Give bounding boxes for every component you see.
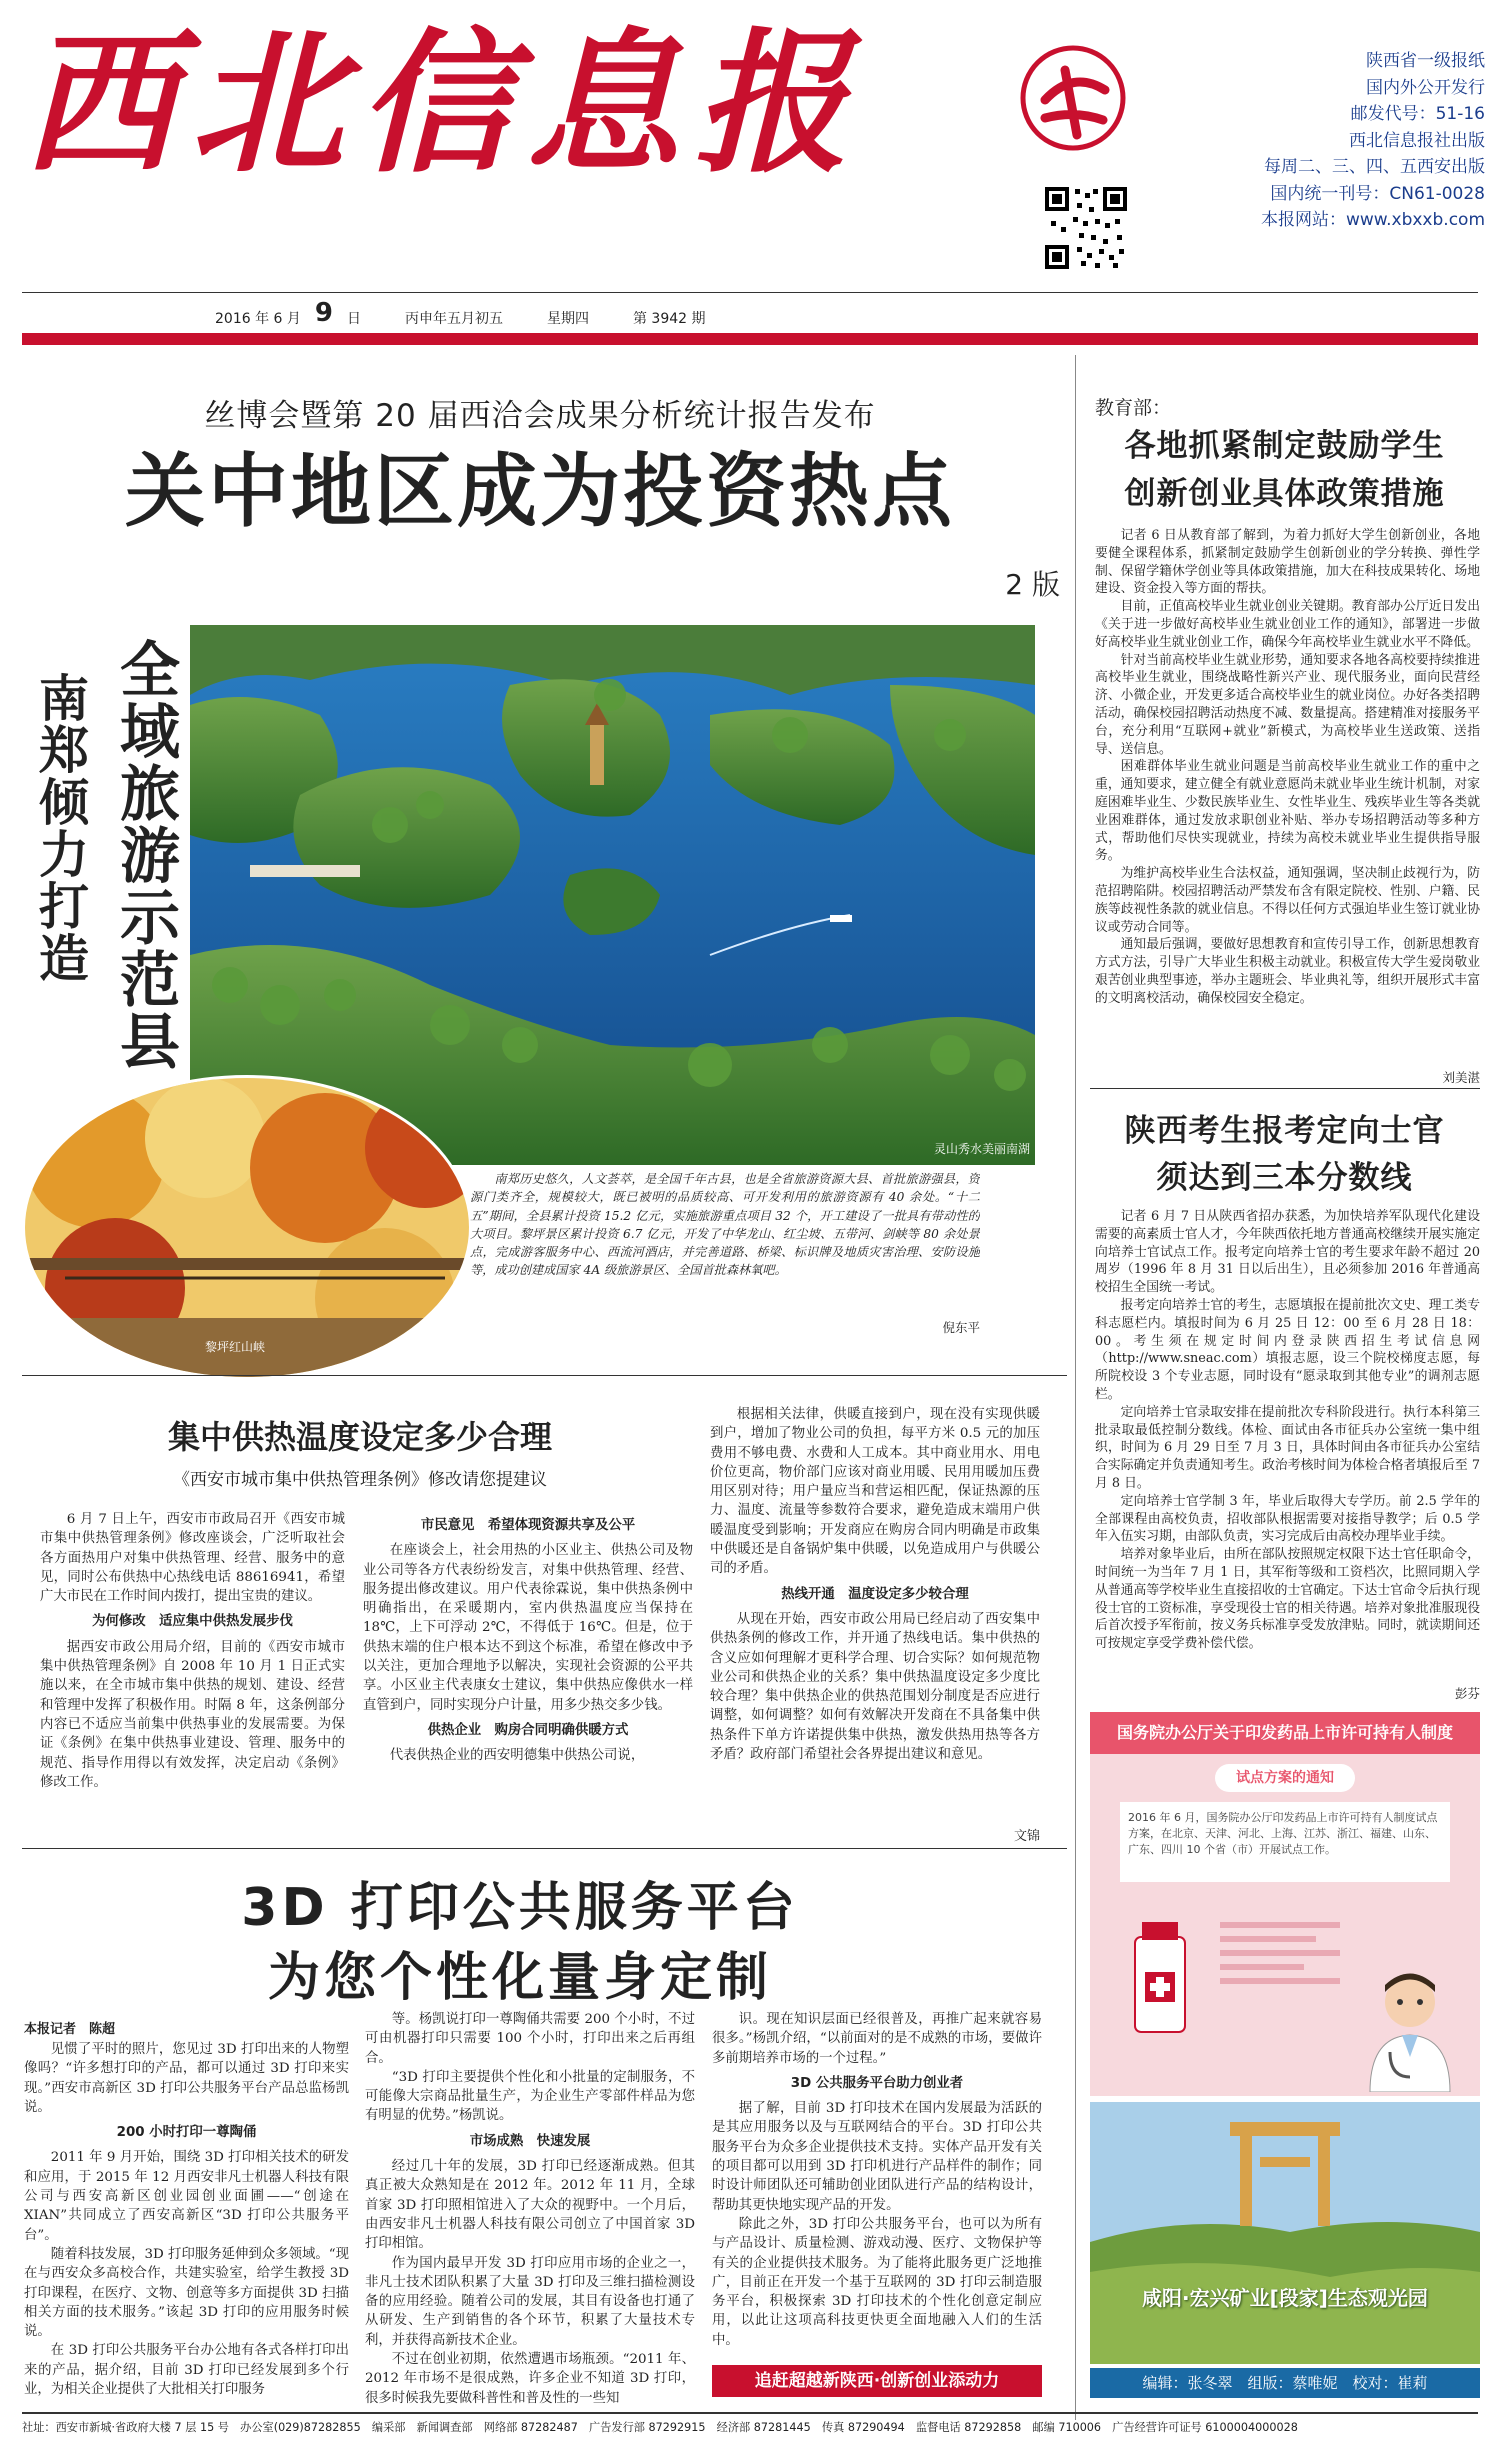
- info-line: 国内外公开发行: [1366, 77, 1485, 98]
- education-author: 刘美湛: [1442, 1070, 1480, 1085]
- lead-page-ref: 2 版: [1005, 568, 1060, 601]
- paragraph: 培养对象毕业后，由所在部队按照规定权限下达士官任职命令，时间统一为当年 7 月 1 日，其军衔等级和工资档次，比照同期入学从普通高等学校毕业生直接招收的士官确定。下达士官命令后执行现役士官的工资标准，享受现役士官的相关待遇。培养对象批准服现役后首次授予军衔前，按义务兵标准享受发放津贴。同时，就读期间还可按规定享受学费补偿代偿。: [1095, 1547, 1480, 1652]
- slogan-banner: 追赶超越新陕西·创新创业添动力: [712, 2365, 1042, 2397]
- print3d-headline-2: 为您个性化量身定制: [267, 1948, 772, 2008]
- subhead: 市民意见 希望体现资源共享及公平: [420, 1518, 636, 1533]
- print3d-col1: [24, 2040, 349, 2410]
- heating-col2: [363, 1510, 693, 1825]
- subhead: 热线开通 温度设定多少较合理: [781, 1586, 969, 1602]
- education-label: 教育部：: [1095, 397, 1172, 419]
- paragraph: 定向培养士官学制 3 年，毕业后取得大专学历。前 2.5 学年的全部课程由高校负责，招收部队根据需要对接指导教学；后 0.5 学年入伍实习期，由部队负责，实习完成后由高校办理毕业手续。: [1095, 1493, 1480, 1545]
- paragraph: 随着科技发展，3D 打印服务延伸到众多领域。“现在与西安众多高校合作，共建实验室，给学生教授 3D 打印课程，在医疗、文物、创意等多方面提供 3D 扫描相关方面的技术服务。”该起 3D 打印的应用服务时候说。: [24, 2246, 349, 2340]
- heating-headline: 集中供热温度设定多少合理: [167, 1418, 552, 1456]
- doctor-icon: [1360, 1967, 1460, 2096]
- pharma-doc-lines: [1220, 1922, 1340, 1992]
- paragraph: 目前，正值高校毕业生就业创业关键期。教育部办公厅近日发出《关于进一步做好高校毕业生就业创业工作的通知》，部署进一步做好高校毕业生就业创业工作，确保今年高校毕业生就业水平不降低。: [1095, 599, 1480, 650]
- print3d-byline: 本报记者 陈超: [24, 2022, 116, 2037]
- tourism-author: 倪东平: [942, 1320, 980, 1335]
- issue-number: 第 3942 期: [632, 311, 706, 327]
- subhead: 200 小时打印一尊陶俑: [116, 2125, 257, 2141]
- footer-info: 社址：西安市新城·省政府大楼 7 层 15 号 办公室(029)87282855 编采部 新闻调查部 网络部 87282487 广告发行部 87292915 经济部 87281445 传真 87290494 监督电话 87292858 邮编 710006 广告经营许可证号 6100004000028: [22, 2421, 1298, 2434]
- lead-kicker: 丝博会暨第 20 届西洽会成果分析统计报告发布: [204, 398, 876, 434]
- paragraph: 针对当前高校毕业生就业形势，通知要求各地各高校要持续推进高校毕业生就业，围绕战略性新兴产业、现代服务业，面向民营经济、小微企业，开发更多适合高校毕业生的就业岗位。办好各类招聘活动，确保校园招聘活动热度不减、数量提高。搭建精准对接服务平台，充分利用“互联网+就业”新模式，为高校毕业生送政策、送指导、送信息。: [1095, 652, 1480, 757]
- paper-logo-icon: [1015, 40, 1131, 156]
- park-ad: [1090, 2102, 1480, 2364]
- paragraph: 报考定向培养士官的考生，志愿填报在提前批次文史、理工类专科志愿栏内。填报时间为 6 月 25 日 12：00 至 6 月 28 日 18：00。考生须在规定时间内登录陕西招生考试信息网（http://www.sneac.com）填报志愿，设三个院校梯度志愿，每所院校设 3 个专业志愿，同时设有“愿录取到其他专业”的调剂志愿栏。: [1095, 1297, 1480, 1402]
- paragraph: 等。杨凯说打印一尊陶俑共需要 200 个小时，不过可由机器打印只需要 100 个小时，打印出来之后再组合。: [365, 2012, 695, 2066]
- education-body: [1095, 527, 1480, 1067]
- info-line: 每周二、三、四、五西安出版: [1264, 157, 1485, 177]
- heating-col3: [710, 1405, 1040, 1820]
- exam-author: 彭芬: [1454, 1686, 1480, 1701]
- print3d-col3: [712, 2010, 1042, 2355]
- subhead: 市场成熟 快速发展: [469, 2133, 591, 2149]
- info-line: 邮发代号：51-16: [1350, 104, 1485, 124]
- tourism-headline-sub: 南郑倾力打造: [31, 672, 89, 984]
- paragraph: 作为国内最早开发 3D 打印应用市场的企业之一，非凡士技术团队积累了大量 3D 打印及三维扫描检测设备的应用经验。随着公司的发展，其目有设备也打通了从研发、生产到销售的各个环节，积累了大量技术专利，并获得高新技术企业。: [365, 2255, 695, 2348]
- paragraph: “3D 打印主要提供个性化和小批量的定制服务，不可能像大宗商品批量生产，为企业生产零部件样品为您有明显的优势。”杨凯说。: [365, 2069, 695, 2124]
- heating-author: 文锦: [1013, 1829, 1040, 1844]
- section-rule: [22, 1848, 1067, 1849]
- paragraph: 在 3D 打印公共服务平台办公地有各式各样打印出来的产品，据介绍，目前 3D 打印已经发展到多个行业，为相关企业提供了大批相关打印服务: [24, 2343, 349, 2398]
- qr-code-icon: [1043, 185, 1129, 271]
- date-prefix: 2016 年 6 月: [215, 311, 301, 327]
- heating-subhead: 《西安市城市集中供热管理条例》修改请您提建议: [173, 1470, 547, 1490]
- section-rule: [1090, 1088, 1480, 1089]
- pharma-ad-subtitle: 试点方案的通知: [1215, 1764, 1355, 1792]
- park-ad-name: 咸阳·宏兴矿业[段家]生态观光园: [1142, 2286, 1428, 2310]
- editors-bar: 编辑：张冬翠 组版：蔡唯妮 校对：崔莉: [1090, 2368, 1480, 2398]
- paragraph: 根据相关法律，供暖直接到户，现在没有实现供暖到户，增加了物业公司的负担，每平方米 0.5 元的加压费用不够电费、水费和人工成本。其中商业用水、用电价位更高，物价部门应该对商业用暖、民用用暖加压费用区别对待；用户量应当和营运相匹配，保证热源的压力、温度、流量等参数符合要求，避免造成末端用户供暖温度受到影响；开发商应在购房合同内明确是市政集中供暖还是自备锅炉集中供暖，以免造成用户与供暖公司的矛盾。: [710, 1407, 1040, 1577]
- date-suffix: 日: [346, 311, 361, 327]
- subhead: 供热企业 购房合同明确供暖方式: [427, 1722, 629, 1738]
- paragraph: 6 月 7 日上午，西安市市政局召开《西安市城市集中供热管理条例》修改座谈会，广泛听取社会各方面热用户对集中供热管理、经营、服务中的意见，同时公布供热中心热线电话 88616941，希望广大市民在工作时间内拨打，提出宝贵的建议。: [40, 1512, 345, 1605]
- tourism-body: 南郑历史悠久，人文荟萃，是全国千年古县，也是全省旅游资源大县、首批旅游强县，资源门类齐全，规模较大，既已被明的品质较高、可开发利用的旅游资源有 40 余处。“十二五”期间，全县累计投资 15.2 亿元，实施旅游重点项目 32 个，开工建设了一批具有带动性的大项目。黎坪景区累计投资 6.7 亿元，开发了中华龙山、红尘坡、五带河、剑峡等 80 余处景点，完成游客服务中心、西流河酒店，并完善道路、桥梁、标识牌及地质灾害治理、安防设施等，成功创建成国家 4A 级旅游景区、全国首批森林氧吧。: [470, 1172, 980, 1278]
- masthead-title: 西北信息报: [22, 13, 863, 194]
- pharma-ad: [1090, 1712, 1480, 2096]
- masthead-red-rule: [22, 333, 1478, 345]
- info-line: 本报网站：www.xbxxb.com: [1260, 210, 1485, 230]
- lake-photo-caption: 灵山秀水美丽南湖: [933, 1142, 1030, 1156]
- medicine-bottle-icon: [1120, 1917, 1200, 2041]
- pharma-ad-title: 国务院办公厅关于印发药品上市许可持有人制度: [1090, 1712, 1480, 1754]
- paragraph: 识。现在知识层面已经很普及，再推广起来就容易很多。”杨凯介绍，“以前面对的是不成熟的市场，要做许多前期培养市场的一个过程。”: [712, 2012, 1042, 2066]
- heating-col1: [40, 1510, 345, 1825]
- autumn-inset-caption: 黎坪红山峡: [205, 1340, 266, 1354]
- paragraph: 不过在创业初期，依然遭遇市场瓶颈。“2011 年、2012 年市场不是很成熟，许多企业不知道 3D 打印，很多时候我先要做科普性和普及性的一些知: [365, 2352, 695, 2406]
- paragraph: 除此之外，3D 打印公共服务平台，也可以为所有与产品设计、质量检测、游戏动漫、医疗、文物保护等有关的企业提供技术服务。为了能将此服务更广泛地推广，目前正在开发一个基于互联网的 3D 打印云制造服务平台，积极探索 3D 打印技术的个性化创意定制应用，以此让这项高科技更快更全面地融入人们的生活中。: [712, 2216, 1042, 2348]
- info-line: 陕西省一级报纸: [1366, 51, 1485, 71]
- exam-headline-2: 须达到三本分数线: [1156, 1160, 1413, 1196]
- dateline-rule-top: [22, 292, 1478, 293]
- section-rule: [22, 1375, 1067, 1376]
- exam-headline-1: 陕西考生报考定向士官: [1124, 1113, 1445, 1149]
- paragraph: 通知最后强调，要做好思想教育和宣传引导工作，创新思想教育方式方法，引导广大毕业生积极主动就业。积极宣传大学生爱岗敬业艰苦创业典型事迹，举办主题班会、毕业典礼等，组织开展形式丰富的文明离校活动，确保校园安全稳定。: [1095, 937, 1480, 1006]
- weekday: 星期四: [546, 311, 589, 327]
- paragraph: 为维护高校毕业生合法权益，通知强调，坚决制止歧视行为，防范招聘陷阱。校园招聘活动严禁发布含有限定院校、性别、户籍、民族等歧视性条款的就业信息。不得以任何方式强迫毕业生签订就业协议或劳动合同等。: [1095, 866, 1480, 935]
- print3d-headline-1: 3D 打印公共服务平台: [241, 1878, 799, 1938]
- paragraph: 2011 年 9 月开始，围绕 3D 打印相关技术的研发和应用，于 2015 年 12 月西安非凡士机器人科技有限公司与西安高新区创业园创业面圃——“创途在 XIAN”共同成立了西安高新区“3D 打印公共服务平台”。: [24, 2150, 349, 2243]
- paragraph: 困难群体毕业生就业问题是当前高校毕业生就业工作的重中之重，通知要求，建立健全有就业意愿尚未就业毕业生统计机制，对家庭困难毕业生、少数民族毕业生、女性毕业生、残疾毕业生等各类就业困难群体，通过发放求职创业补贴、举办专场招聘活动等多种方式，帮助他们尽快实现就业，持续为高校未就业毕业生提供指导服务。: [1095, 759, 1480, 864]
- paragraph: 记者 6 日从教育部了解到，为着力抓好大学生创新创业，各地要健全课程体系，抓紧制定鼓励学生创新创业的学分转换、弹性学制、保留学籍休学创业等具体政策措施，加大在科技成果转化、场地建设、资金投入等方面的帮扶。: [1095, 528, 1480, 597]
- paragraph: 据了解，目前 3D 打印技术在国内发展最为活跃的是其应用服务以及与互联网结合的平台。3D 打印公共服务平台为众多企业提供技术支持。实体产品开发有关的项目都可以用到 3D 打印机进行产品样件的制作；同时设计师团队还可辅助创业团队进行产品的结构设计，帮助其更快地实现产品的开发。: [712, 2101, 1042, 2213]
- tourism-headline-main: 全域旅游示范县: [110, 638, 180, 1072]
- paragraph: 定向培养士官录取安排在提前批次专科阶段进行。执行本科第三批录取最低控制分数线。体检、面试由各市征兵办公室统一集中组织，时间为 6 月 29 日至 7 月 3 日，具体时间由各市征兵办公室结合实际确定并负责通知考生。政治考核时间为体检合格者填报后至 7 月 8 日。: [1095, 1404, 1480, 1491]
- education-headline-2: 创新创业具体政策措施: [1124, 476, 1445, 512]
- dateline: [215, 294, 706, 328]
- paragraph: 代表供热企业的西安明德集中供热公司说，: [389, 1748, 645, 1764]
- lunar-date: 丙申年五月初五: [404, 311, 503, 327]
- education-headline-1: 各地抓紧制定鼓励学生: [1124, 428, 1445, 464]
- column-divider: [1075, 355, 1076, 2420]
- paragraph: 经过几十年的发展，3D 打印已经逐渐成熟。但其真正被大众熟知是在 2012 年。2012 年 11 月，全球首家 3D 打印照相馆进入了大众的视野中。一个月后，由西安非凡士机器人科技有限公司创立了中国首家 3D 打印相馆。: [365, 2159, 695, 2252]
- paragraph: 从现在开始，西安市政公用局已经启动了西安集中供热条例的修改工作，并开通了热线电话。集中供热的含义应如何理解才更科学合理、切合实际？如何规范物业公司和供热企业的关系？集中供热温度设定多少度比较合理？集中供热企业的供热范围划分制度是否应进行调整，如何调整？如何有效解决开发商在不具备集中供热条件下单方许诺提供集中供热，激发供热用热等各方矛盾？政府部门希望社会各界提出建议和意见。: [710, 1611, 1040, 1763]
- paragraph: 记者 6 月 7 日从陕西省招办获悉，为加快培养军队现代化建设需要的高素质士官人才，今年陕西依托地方普通高校继续开展实施定向培养士官试点工作。报考定向培养士官的考生要求年龄不超过 20 周岁（1996 年 8 月 31 日以后出生），且必须参加 2016 年普通高校招生全国统一考试。: [1095, 1209, 1480, 1296]
- exam-body: [1095, 1208, 1480, 1683]
- paragraph: 见惯了平时的照片，您见过 3D 打印出来的人物塑像吗？“许多想打印的产品，都可以通过 3D 打印来实现。”西安市高新区 3D 打印公共服务平台产品总监杨凯说。: [24, 2042, 349, 2115]
- subhead: 3D 公共服务平台助力创业者: [790, 2075, 964, 2091]
- autumn-inset-photo: [22, 1075, 472, 1380]
- date-day: 9: [314, 298, 333, 328]
- print3d-col2: [365, 2010, 695, 2410]
- paragraph: 在座谈会上，社会用热的小区业主、供热公司及物业公司等各方代表纷纷发言，对集中供热管理、经营、服务提出修改建议。用户代表徐霖说，集中供热条例中明确指出，在采暖期内，室内供热温度应当保持在 18℃，上下可浮动 2℃，不得低于 16℃。但是，位于供热末端的住户根本达不到这个标准，希望在修改中予以关注，更加合理地予以解决，实现社会资源的公平共享。小区业主代表康女士建议，集中供热应像供水一样直管到户，同时实现分户计量，用多少热交多少钱。: [363, 1543, 693, 1713]
- info-line: 国内统一刊号：CN61-0028: [1270, 183, 1485, 204]
- info-line: 西北信息报社出版: [1349, 130, 1485, 151]
- paragraph: 据西安市政公用局介绍，目前的《西安市城市集中供热管理条例》自 2008 年 10 月 1 日正式实施以来，在全市城市集中供热的规划、建设、经营和管理中发挥了积极作用。时隔 8 年，这条例部分内容已不适应当前集中供热事业的发展需要。为保证《条例》在集中供热事业建设、管理、服务中的规范、指导作用得以有效发挥，决定启动《条例》修改工作。: [40, 1639, 345, 1790]
- masthead-info: [1155, 48, 1485, 234]
- footer-rule: [22, 2412, 1478, 2414]
- subhead: 为何修改 适应集中供热发展步伐: [92, 1614, 293, 1630]
- pharma-ad-text: 2016 年 6 月，国务院办公厅印发药品上市许可持有人制度试点方案，在北京、天津、河北、上海、江苏、浙江、福建、山东、广东、四川 10 个省（市）开展试点工作。: [1120, 1802, 1450, 1882]
- lead-headline: 关中地区成为投资热点: [125, 445, 955, 538]
